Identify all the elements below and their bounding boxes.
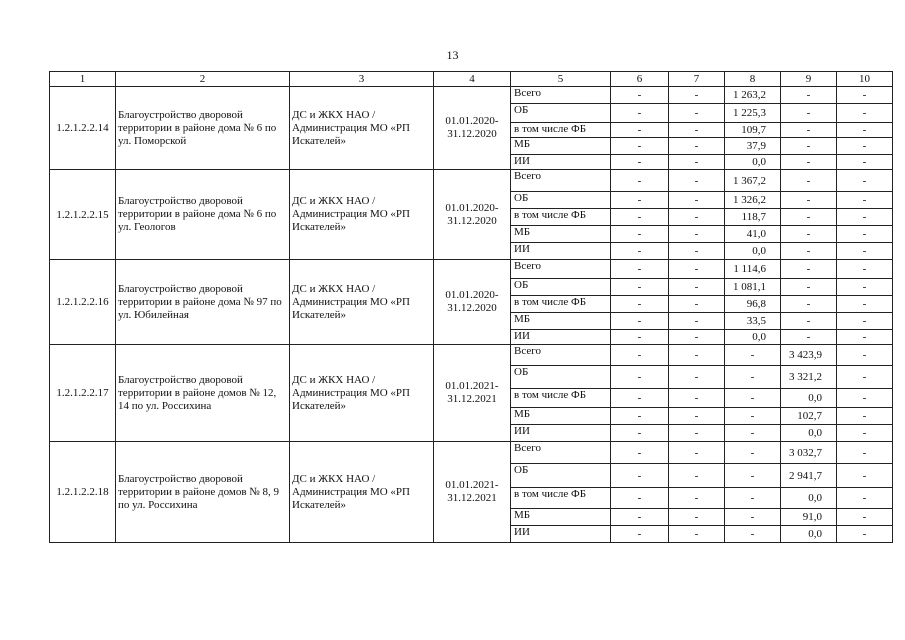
value-cell-c8: 41,0 [725, 226, 781, 243]
funding-source: ОБ [511, 279, 611, 296]
value-cell-c6: - [611, 104, 669, 123]
value-cell-c6: - [611, 170, 669, 192]
value-cell-c10: - [837, 296, 893, 313]
row-period: 01.01.2020-31.12.2020 [434, 260, 511, 345]
value-cell-c9: 3 423,9 [781, 345, 837, 366]
row-code: 1.2.1.2.2.14 [50, 87, 116, 170]
value-cell-c8: 0,0 [725, 330, 781, 345]
value-cell-c8: - [725, 488, 781, 509]
value-cell-c6: - [611, 279, 669, 296]
funding-source: ОБ [511, 104, 611, 123]
value-cell-c8: 1 225,3 [725, 104, 781, 123]
value-cell-c10: - [837, 526, 893, 543]
funding-source: МБ [511, 138, 611, 155]
row-name: Благоустройство дворовой территории в районе дома № 6 по ул. Поморской [116, 87, 290, 170]
value-cell-c10: - [837, 104, 893, 123]
column-header: 7 [669, 72, 725, 87]
program-table [49, 71, 893, 543]
row-period: 01.01.2021-31.12.2021 [434, 345, 511, 442]
value-cell-c7: - [669, 366, 725, 389]
value-cell-c6: - [611, 408, 669, 425]
funding-source: МБ [511, 408, 611, 425]
value-cell-c9: - [781, 226, 837, 243]
value-cell-c10: - [837, 488, 893, 509]
column-header: 3 [290, 72, 434, 87]
value-cell-c7: - [669, 226, 725, 243]
funding-source: ИИ [511, 425, 611, 442]
row-executor: ДС и ЖКХ НАО / Администрация МО «РП Искателей» [290, 442, 434, 543]
value-cell-c10: - [837, 425, 893, 442]
funding-source: в том числе ФБ [511, 488, 611, 509]
row-name: Благоустройство дворовой территории в районе дома № 6 по ул. Геологов [116, 170, 290, 260]
value-cell-c7: - [669, 279, 725, 296]
value-cell-c7: - [669, 442, 725, 464]
value-cell-c9: 0,0 [781, 425, 837, 442]
value-cell-c9: 0,0 [781, 488, 837, 509]
column-header: 10 [837, 72, 893, 87]
row-executor: ДС и ЖКХ НАО / Администрация МО «РП Искателей» [290, 345, 434, 442]
value-cell-c7: - [669, 488, 725, 509]
value-cell-c8: 118,7 [725, 209, 781, 226]
row-executor: ДС и ЖКХ НАО / Администрация МО «РП Искателей» [290, 87, 434, 170]
value-cell-c6: - [611, 442, 669, 464]
value-cell-c9: 0,0 [781, 526, 837, 543]
value-cell-c7: - [669, 425, 725, 442]
funding-source: Всего [511, 170, 611, 192]
value-cell-c10: - [837, 366, 893, 389]
value-cell-c8: 0,0 [725, 243, 781, 260]
value-cell-c9: - [781, 296, 837, 313]
value-cell-c7: - [669, 209, 725, 226]
value-cell-c8: 1 081,1 [725, 279, 781, 296]
value-cell-c10: - [837, 279, 893, 296]
funding-source: ОБ [511, 192, 611, 209]
value-cell-c9: - [781, 123, 837, 138]
value-cell-c7: - [669, 260, 725, 279]
value-cell-c8: 33,5 [725, 313, 781, 330]
value-cell-c8: - [725, 425, 781, 442]
value-cell-c10: - [837, 313, 893, 330]
row-name: Благоустройство дворовой территории в районе дома № 97 по ул. Юбилейная [116, 260, 290, 345]
value-cell-c10: - [837, 243, 893, 260]
row-code: 1.2.1.2.2.17 [50, 345, 116, 442]
value-cell-c6: - [611, 209, 669, 226]
value-cell-c9: 91,0 [781, 509, 837, 526]
value-cell-c7: - [669, 330, 725, 345]
value-cell-c9: 3 321,2 [781, 366, 837, 389]
value-cell-c6: - [611, 226, 669, 243]
row-period: 01.01.2021-31.12.2021 [434, 442, 511, 543]
value-cell-c6: - [611, 389, 669, 408]
funding-source: ОБ [511, 366, 611, 389]
value-cell-c8: - [725, 442, 781, 464]
value-cell-c9: - [781, 279, 837, 296]
value-cell-c8: 1 114,6 [725, 260, 781, 279]
value-cell-c7: - [669, 123, 725, 138]
value-cell-c10: - [837, 408, 893, 425]
row-executor: ДС и ЖКХ НАО / Администрация МО «РП Искателей» [290, 260, 434, 345]
value-cell-c6: - [611, 260, 669, 279]
value-cell-c10: - [837, 442, 893, 464]
funding-source: Всего [511, 345, 611, 366]
funding-source: в том числе ФБ [511, 296, 611, 313]
value-cell-c7: - [669, 243, 725, 260]
funding-source: ИИ [511, 243, 611, 260]
page-number: 13 [446, 48, 459, 62]
value-cell-c8: 1 326,2 [725, 192, 781, 209]
value-cell-c9: - [781, 313, 837, 330]
funding-source: в том числе ФБ [511, 209, 611, 226]
value-cell-c8: - [725, 464, 781, 488]
funding-source: ОБ [511, 464, 611, 488]
value-cell-c8: 37,9 [725, 138, 781, 155]
value-cell-c7: - [669, 170, 725, 192]
row-code: 1.2.1.2.2.15 [50, 170, 116, 260]
value-cell-c10: - [837, 138, 893, 155]
value-cell-c9: - [781, 104, 837, 123]
table-row [50, 260, 893, 279]
value-cell-c7: - [669, 296, 725, 313]
value-cell-c10: - [837, 209, 893, 226]
table-row [50, 442, 893, 464]
column-header: 9 [781, 72, 837, 87]
value-cell-c8: - [725, 345, 781, 366]
column-header: 1 [50, 72, 116, 87]
row-code: 1.2.1.2.2.16 [50, 260, 116, 345]
value-cell-c7: - [669, 313, 725, 330]
value-cell-c6: - [611, 155, 669, 170]
row-period: 01.01.2020-31.12.2020 [434, 170, 511, 260]
value-cell-c9: 2 941,7 [781, 464, 837, 488]
value-cell-c8: 96,8 [725, 296, 781, 313]
table-row [50, 345, 893, 366]
value-cell-c8: - [725, 509, 781, 526]
value-cell-c9: - [781, 155, 837, 170]
value-cell-c6: - [611, 296, 669, 313]
value-cell-c9: - [781, 138, 837, 155]
funding-source: Всего [511, 442, 611, 464]
value-cell-c10: - [837, 192, 893, 209]
value-cell-c7: - [669, 345, 725, 366]
value-cell-c6: - [611, 330, 669, 345]
value-cell-c10: - [837, 330, 893, 345]
value-cell-c7: - [669, 464, 725, 488]
value-cell-c8: 0,0 [725, 155, 781, 170]
header-row [50, 72, 893, 87]
value-cell-c7: - [669, 155, 725, 170]
value-cell-c6: - [611, 313, 669, 330]
value-cell-c6: - [611, 192, 669, 209]
column-header: 5 [511, 72, 611, 87]
value-cell-c9: 3 032,7 [781, 442, 837, 464]
column-header: 6 [611, 72, 669, 87]
value-cell-c8: 109,7 [725, 123, 781, 138]
value-cell-c8: - [725, 389, 781, 408]
value-cell-c9: - [781, 260, 837, 279]
value-cell-c8: - [725, 526, 781, 543]
value-cell-c9: - [781, 170, 837, 192]
funding-source: МБ [511, 313, 611, 330]
column-header: 4 [434, 72, 511, 87]
value-cell-c8: 1 263,2 [725, 87, 781, 104]
value-cell-c10: - [837, 260, 893, 279]
table-body [50, 87, 893, 543]
value-cell-c9: - [781, 192, 837, 209]
row-period: 01.01.2020-31.12.2020 [434, 87, 511, 170]
row-code: 1.2.1.2.2.18 [50, 442, 116, 543]
column-header: 2 [116, 72, 290, 87]
row-name: Благоустройство дворовой территории в районе домов № 8, 9 по ул. Россихина [116, 442, 290, 543]
value-cell-c6: - [611, 345, 669, 366]
value-cell-c10: - [837, 464, 893, 488]
value-cell-c7: - [669, 138, 725, 155]
value-cell-c8: - [725, 366, 781, 389]
value-cell-c10: - [837, 155, 893, 170]
funding-source: в том числе ФБ [511, 123, 611, 138]
value-cell-c8: - [725, 408, 781, 425]
funding-source: Всего [511, 260, 611, 279]
value-cell-c6: - [611, 488, 669, 509]
value-cell-c7: - [669, 408, 725, 425]
value-cell-c7: - [669, 192, 725, 209]
value-cell-c6: - [611, 243, 669, 260]
value-cell-c9: - [781, 209, 837, 226]
value-cell-c10: - [837, 226, 893, 243]
funding-source: МБ [511, 509, 611, 526]
value-cell-c10: - [837, 123, 893, 138]
value-cell-c10: - [837, 509, 893, 526]
value-cell-c10: - [837, 389, 893, 408]
value-cell-c6: - [611, 526, 669, 543]
value-cell-c9: - [781, 243, 837, 260]
column-header: 8 [725, 72, 781, 87]
value-cell-c8: 1 367,2 [725, 170, 781, 192]
value-cell-c10: - [837, 345, 893, 366]
funding-source: МБ [511, 226, 611, 243]
value-cell-c9: - [781, 87, 837, 104]
value-cell-c9: - [781, 330, 837, 345]
value-cell-c6: - [611, 366, 669, 389]
funding-source: ИИ [511, 155, 611, 170]
funding-source: ИИ [511, 330, 611, 345]
funding-source: в том числе ФБ [511, 389, 611, 408]
value-cell-c9: 0,0 [781, 389, 837, 408]
funding-source: Всего [511, 87, 611, 104]
table-row [50, 170, 893, 192]
value-cell-c6: - [611, 464, 669, 488]
row-executor: ДС и ЖКХ НАО / Администрация МО «РП Искателей» [290, 170, 434, 260]
value-cell-c6: - [611, 509, 669, 526]
table-row [50, 87, 893, 104]
value-cell-c10: - [837, 170, 893, 192]
value-cell-c7: - [669, 104, 725, 123]
value-cell-c7: - [669, 526, 725, 543]
value-cell-c6: - [611, 87, 669, 104]
value-cell-c7: - [669, 509, 725, 526]
value-cell-c6: - [611, 138, 669, 155]
value-cell-c10: - [837, 87, 893, 104]
value-cell-c7: - [669, 87, 725, 104]
value-cell-c7: - [669, 389, 725, 408]
value-cell-c6: - [611, 425, 669, 442]
funding-source: ИИ [511, 526, 611, 543]
row-name: Благоустройство дворовой территории в районе домов № 12, 14 по ул. Россихина [116, 345, 290, 442]
value-cell-c6: - [611, 123, 669, 138]
value-cell-c9: 102,7 [781, 408, 837, 425]
